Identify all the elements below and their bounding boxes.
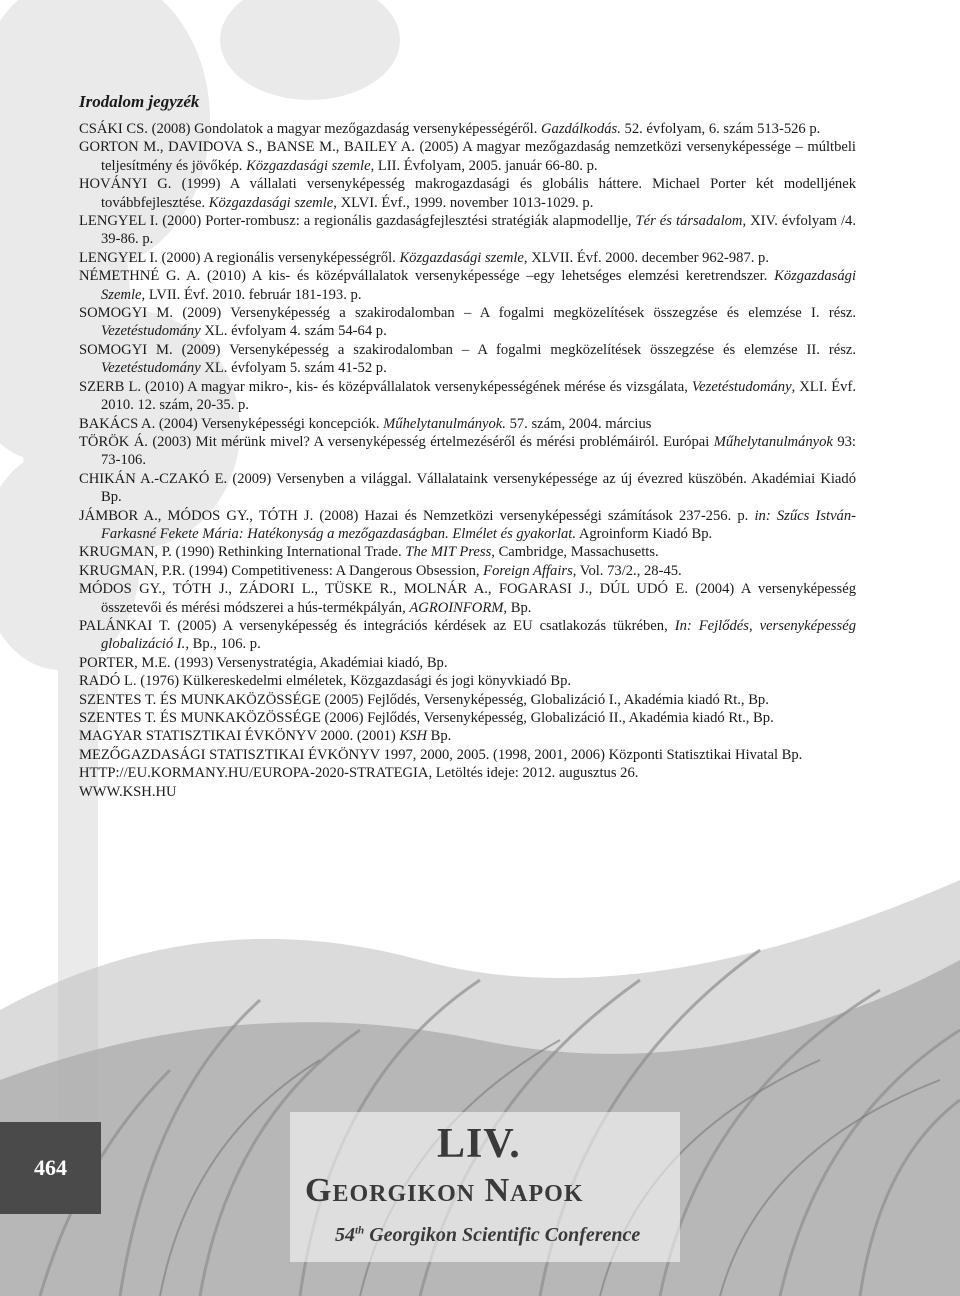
reference-text: CHIKÁN A.-CZAKÓ E. (2009) Versenyben a világgal. Vállalataink versenyképessége az új évezred küszöbén. Akadémiai Kiadó Bp. <box>79 470 856 506</box>
reference-italic-text: Közgazdasági szemle <box>246 157 371 174</box>
page-number-box <box>0 1122 101 1214</box>
reference-italic-text: Vezetéstudomány <box>101 360 201 377</box>
reference-item <box>79 507 856 544</box>
reference-text: 93: 73-106. <box>101 433 856 469</box>
reference-italic-text: Közgazdasági Szemle <box>101 268 856 303</box>
reference-text: 57. szám, 2004. március <box>505 415 652 432</box>
reference-italic-text: In: Fejlődés, versenyképesség globalizáció I. <box>101 617 856 653</box>
reference-italic-text: Foreign Affairs <box>483 562 573 579</box>
reference-italic-text: Tér és társadalom <box>635 213 743 230</box>
conference-subtitle-ordinal: th <box>355 1224 365 1237</box>
reference-text: SOMOGYI M. (2009) Versenyképesség a szakirodalomban – A fogalmi megközelítések összegzése és elemzése II. rész. <box>79 341 856 358</box>
references-section <box>79 92 856 801</box>
conference-edition: LIV. <box>437 1121 521 1167</box>
reference-italic-text: AGROINFORM <box>409 599 504 616</box>
reference-text: KRUGMAN, P. (1990) Rethinking International Trade. <box>79 544 406 561</box>
reference-text: LENGYEL I. (2000) A regionális versenyképességről. <box>79 249 400 266</box>
reference-item <box>79 672 856 690</box>
reference-text: KRUGMAN, P.R. (1994) Competitiveness: A Dangerous Obsession, <box>79 562 484 579</box>
reference-italic-text: Közgazdasági szemle <box>399 249 524 266</box>
reference-italic-text: Vezetéstudomány <box>691 378 792 395</box>
reference-text: , XLVII. Évf. 2000. december 962-987. p. <box>523 249 769 266</box>
reference-italic-text: Vezetéstudomány <box>101 323 201 340</box>
reference-text: , XLI. Évf. 2010. 12. szám, 20-35. p. <box>101 378 856 414</box>
reference-item <box>79 304 856 341</box>
reference-text: , Bp., 106. p. <box>185 636 261 653</box>
reference-text: BAKÁCS A. (2004) Versenyképességi koncepciók. <box>79 415 384 432</box>
reference-text: PORTER, M.E. (1993) Versenystratégia, Akadémiai kiadó, Bp. <box>79 654 448 671</box>
reference-item <box>79 562 856 580</box>
reference-text: CSÁKI CS. (2008) Gondolatok a magyar mezőgazdaság versenyképességéről. <box>79 121 542 137</box>
reference-text: , XLVI. Évf., 1999. november 1013-1029. p. <box>333 194 594 211</box>
reference-item <box>79 691 856 709</box>
reference-text: XL. évfolyam 5. szám 41-52 p. <box>200 360 387 377</box>
reference-text: GORTON M., DAVIDOVA S., BANSE M., BAILEY A. (2005) A magyar mezőgazdaság nemzetközi versenyképessége – múltbeli teljesítmény és jövőkép. <box>79 139 856 174</box>
reference-item <box>79 617 856 654</box>
reference-item <box>79 378 856 415</box>
reference-text: PALÁNKAI T. (2005) A versenyképesség és integrációs kérdések az EU csatlakozás tükrében, <box>79 617 675 634</box>
reference-text: JÁMBOR A., MÓDOS GY., TÓTH J. (2008) Hazai és Nemzetközi versenyképességi számítások 237-256. p. <box>79 507 755 524</box>
reference-text: SZENTES T. ÉS MUNKAKÖZÖSSÉGE (2006) Fejlődés, Versenyképesség, Globalizáció II., Akadémia kiadó Rt., Bp. <box>79 710 774 726</box>
reference-text: HOVÁNYI G. (1999) A vállalati versenyképesség makrogazdasági és globális háttere. Michael Porter két modelljének továbbfejlesztése. <box>79 176 856 211</box>
conference-subtitle-number: 54 <box>335 1224 355 1246</box>
reference-item <box>79 709 856 727</box>
reference-item <box>79 267 856 304</box>
reference-text: Agroinform Kiadó Bp. <box>576 525 713 542</box>
reference-text: SZENTES T. ÉS MUNKAKÖZÖSSÉGE (2005) Fejlődés, Versenyképesség, Globalizáció I., Akadémia kiadó Rt., Bp. <box>79 691 769 708</box>
reference-text: , XIV. évfolyam /4. 39-86. p. <box>101 213 856 248</box>
reference-item <box>79 433 856 470</box>
reference-text: TÖRÖK Á. (2003) Mit mérünk mivel? A versenyképesség értelmezéséről és mérési problémáiról. Európai <box>79 433 714 450</box>
reference-italic-text: The MIT Press <box>405 544 492 561</box>
page-number: 464 <box>34 1155 67 1180</box>
reference-italic-text: KSH <box>399 728 427 745</box>
reference-text: , Vol. 73/2., 28-45. <box>572 562 682 579</box>
reference-item <box>79 120 856 138</box>
reference-text: RADÓ L. (1976) Külkereskedelmi elméletek, Közgazdasági és jogi könyvkiadó Bp. <box>79 673 572 690</box>
reference-item <box>79 783 856 801</box>
reference-text: MÓDOS GY., TÓTH J., ZÁDORI L., TÜSKE R., MOLNÁR A., FOGARASI J., DÚL UDÓ E. (2004) A versenyképesség összetevői és mérési módszerei a hús-termékpályán, <box>79 581 856 616</box>
reference-item <box>79 764 856 782</box>
reference-text: Bp. <box>427 728 452 745</box>
reference-item <box>79 727 856 745</box>
reference-text: , Cambridge, Massachusetts. <box>491 544 659 561</box>
reference-italic-text: Műhelytanulmányok <box>713 433 833 450</box>
reference-italic-text: Gazdálkodás. <box>541 121 621 137</box>
reference-text: LENGYEL I. (2000) Porter-rombusz: a regionális gazdaságfejlesztési stratégiák alapmodellje, <box>79 213 636 230</box>
reference-text: 52. évfolyam, 6. szám 513-526 p. <box>620 121 821 137</box>
reference-item <box>79 415 856 433</box>
section-heading: Irodalom jegyzék <box>79 92 200 111</box>
reference-text: , LVII. Évf. 2010. február 181-193. p. <box>141 286 362 303</box>
reference-text: , Bp. <box>503 599 532 616</box>
reference-text: XL. évfolyam 4. szám 54-64 p. <box>200 323 387 340</box>
reference-text: WWW.KSH.HU <box>79 783 177 800</box>
reference-italic-text: Műhelytanulmányok. <box>383 415 506 432</box>
conference-subtitle <box>335 1224 640 1247</box>
reference-item <box>79 138 856 175</box>
reference-text: , LII. Évfolyam, 2005. január 66-80. p. <box>370 157 598 174</box>
reference-item <box>79 470 856 507</box>
reference-text: NÉMETHNÉ G. A. (2010) A kis- és középvállalatok versenyképessége –egy lehetséges elemzési keretrendszer. <box>79 268 775 285</box>
reference-text: HTTP://EU.KORMANY.HU/EUROPA-2020-STRATEGIA, Letöltés ideje: 2012. augusztus 26. <box>79 765 639 782</box>
reference-text: SZERB L. (2010) A magyar mikro-, kis- és középvállalatok versenyképességének mérése és vizsgálata, <box>79 378 692 395</box>
reference-item <box>79 175 856 212</box>
reference-item <box>79 654 856 672</box>
reference-item <box>79 580 856 617</box>
conference-name: Georgikon Napok <box>305 1172 584 1209</box>
reference-text: SOMOGYI M. (2009) Versenyképesség a szakirodalomban – A fogalmi megközelítések összegzése és elemzése I. rész. <box>79 305 856 322</box>
reference-text: MAGYAR STATISZTIKAI ÉVKÖNYV 2000. (2001) <box>79 728 400 745</box>
reference-item <box>79 249 856 267</box>
conference-subtitle-text: Georgikon Scientific Conference <box>364 1224 641 1246</box>
reference-italic-text: in: Szűcs István-Farkasné Fekete Mária: Hatékonyság a mezőgazdaságban. Elmélet és gyakorlat. <box>101 507 856 542</box>
reference-item <box>79 543 856 561</box>
reference-item <box>79 212 856 249</box>
reference-list <box>79 120 856 801</box>
reference-item <box>79 341 856 378</box>
reference-italic-text: Közgazdasági szemle <box>208 194 334 211</box>
reference-item <box>79 746 856 764</box>
reference-text: MEZŐGAZDASÁGI STATISZTIKAI ÉVKÖNYV 1997, 2000, 2005. (1998, 2001, 2006) Központi Statisztikai Hivatal Bp. <box>79 746 803 763</box>
